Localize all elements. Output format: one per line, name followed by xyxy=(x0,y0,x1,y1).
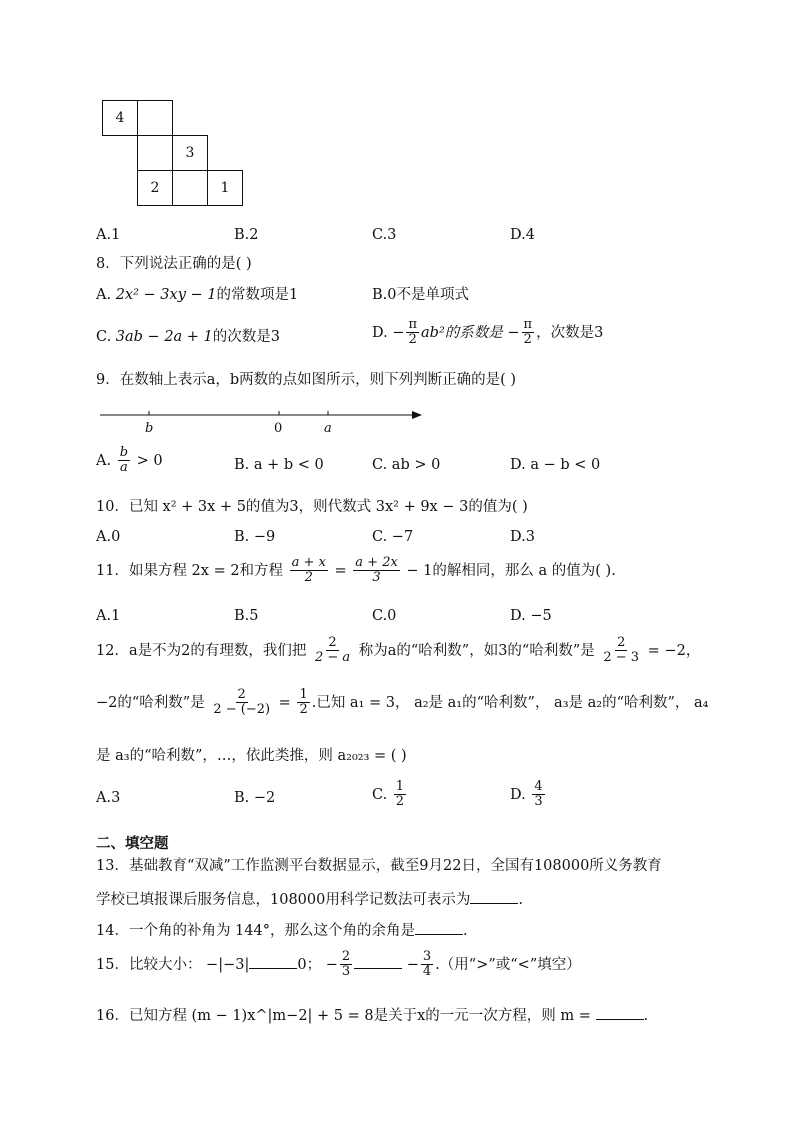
stem-text: . xyxy=(462,923,468,939)
q10-option-c: C. −7 xyxy=(372,529,414,545)
option-text: ，次数是3 xyxy=(536,324,604,341)
net-cell-blank xyxy=(137,100,173,136)
q8-option-a xyxy=(96,287,298,304)
frac-den: 2 − a xyxy=(314,650,351,666)
answer-blank[interactable] xyxy=(249,954,297,969)
q9-option-a xyxy=(96,446,163,476)
q8-option-c xyxy=(96,329,280,346)
q10-option-d: D.3 xyxy=(510,529,535,545)
option-text: > 0 xyxy=(132,452,163,469)
frac-den: 2 xyxy=(299,702,308,718)
frac-num: 3 xyxy=(422,949,432,964)
net-label: 1 xyxy=(220,180,230,196)
answer-blank[interactable] xyxy=(415,920,463,935)
frac-num: 2 xyxy=(328,635,337,650)
section-heading: 二、填空题 xyxy=(96,836,169,852)
math-expr: 2x² − 3xy − 1 xyxy=(115,287,217,303)
frac-num: b xyxy=(119,445,129,460)
q7-option-a: A.1 xyxy=(96,227,121,243)
axis-label-zero: 0 xyxy=(274,421,283,436)
frac-den: 2 xyxy=(395,794,405,810)
stem-text: . xyxy=(518,892,523,908)
cube-net-figure xyxy=(102,100,252,212)
axis-label-a: a xyxy=(324,421,332,436)
frac-num: 4 xyxy=(534,779,543,794)
option-text: 的常数项是1 xyxy=(216,287,299,303)
stem-text: . xyxy=(643,1008,649,1024)
option-text: ab²的系数是 − xyxy=(421,324,520,341)
q9-option-b: B. a + b < 0 xyxy=(234,457,324,473)
frac-den: 2 xyxy=(408,332,417,348)
frac-den: 2 − 3 xyxy=(603,650,640,666)
fraction xyxy=(532,780,544,810)
fraction xyxy=(421,950,433,980)
fraction xyxy=(522,318,535,348)
q12-option-a: A.3 xyxy=(96,790,121,806)
net-cell-1 xyxy=(207,170,243,206)
fraction xyxy=(394,780,406,810)
stem-text: −2的“哈利数”是 xyxy=(96,694,210,711)
q11-option-b: B.5 xyxy=(234,608,259,624)
q12-line-1 xyxy=(96,636,700,666)
q8-option-d xyxy=(372,318,603,348)
fraction xyxy=(290,556,328,586)
option-letter: A. xyxy=(96,452,116,469)
answer-blank[interactable] xyxy=(596,1005,644,1020)
q9-option-d: D. a − b < 0 xyxy=(510,457,601,473)
q11-stem xyxy=(96,556,616,586)
q12-option-d xyxy=(510,780,547,810)
q15-stem xyxy=(96,950,581,980)
stem-text: − 1的解相同，那么 a 的值为( ). xyxy=(401,562,616,579)
q11-option-d: D. −5 xyxy=(510,608,552,624)
stem-text: 11．如果方程 2x = 2和方程 xyxy=(96,562,288,579)
stem-text: = xyxy=(329,562,352,579)
frac-den: 3 xyxy=(341,964,351,980)
frac-den: 4 xyxy=(422,964,432,980)
stem-text: = xyxy=(274,694,296,711)
frac-num: 1 xyxy=(395,779,405,794)
stem-text: 0； − xyxy=(297,956,338,973)
answer-blank[interactable] xyxy=(354,954,402,969)
stem-text: 15．比较大小： −|−3| xyxy=(96,956,250,973)
fraction xyxy=(340,950,352,980)
stem-text: 学校已填报课后服务信息，108000用科学记数法可表示为 xyxy=(96,892,471,908)
net-label: 3 xyxy=(185,145,195,161)
q13-line-1: 13．基础教育“双减”工作监测平台数据显示，截至9月22日，全国有108000所义务教育 xyxy=(96,858,662,874)
frac-den: a xyxy=(119,460,128,476)
stem-text: .（用“>”或“<”填空） xyxy=(435,956,581,973)
q11-option-a: A.1 xyxy=(96,608,121,624)
stem-text: .已知 a₁ = 3， a₂是 a₁的“哈利数”， a₃是 a₂的“哈利数”， a₄ xyxy=(311,694,709,711)
frac-den: 3 xyxy=(372,570,381,586)
stem-text: = −2， xyxy=(643,642,701,659)
q9-stem: 9．在数轴上表示a，b两数的点如图所示，则下列判断正确的是( ) xyxy=(96,372,517,388)
frac-den: 2 xyxy=(304,570,313,586)
q12-line-3: 是 a₃的“哈利数”，…，依此类推，则 a₂₀₂₃ = ( ) xyxy=(96,748,407,764)
net-cell-blank xyxy=(137,135,173,171)
frac-num: a + x xyxy=(291,555,326,570)
stem-text: 14．一个角的补角为 144°，那么这个角的余角是 xyxy=(96,923,415,939)
axis-label-b: b xyxy=(145,421,154,436)
option-text: 的次数是3 xyxy=(212,329,281,345)
math-expr: 3ab − 2a + 1 xyxy=(115,329,213,345)
arrow-icon xyxy=(412,411,422,419)
q9-option-c: C. ab > 0 xyxy=(372,457,441,473)
q7-option-c: C.3 xyxy=(372,227,397,243)
q12-line-2 xyxy=(96,688,708,718)
q7-option-d: D.4 xyxy=(510,227,535,243)
option-letter: C. xyxy=(372,786,392,803)
net-cell-2 xyxy=(137,170,173,206)
stem-text: 16．已知方程 (m − 1)x^|m−2| + 5 = 8是关于x的一元一次方程，则 m = xyxy=(96,1008,596,1024)
fraction xyxy=(313,636,352,666)
stem-text: 12．a是不为2的有理数，我们把 xyxy=(96,642,311,659)
frac-num: π xyxy=(408,317,418,332)
q10-stem: 10．已知 x² + 3x + 5的值为3，则代数式 3x² + 9x − 3的值为( ) xyxy=(96,499,528,515)
net-cell-4 xyxy=(102,100,138,136)
q8-option-b: B.0不是单项式 xyxy=(372,287,469,303)
frac-den: 3 xyxy=(534,794,543,810)
q10-option-a: A.0 xyxy=(96,529,121,545)
fraction xyxy=(211,688,272,718)
number-line-figure xyxy=(96,402,426,436)
fraction xyxy=(297,688,309,718)
q12-option-c xyxy=(372,780,408,810)
q7-option-b: B.2 xyxy=(234,227,259,243)
frac-num: π xyxy=(523,317,533,332)
frac-num: 2 xyxy=(341,949,351,964)
q11-option-c: C.0 xyxy=(372,608,397,624)
option-letter: C. xyxy=(96,329,116,345)
option-letter: D. − xyxy=(372,324,405,341)
net-cell-blank xyxy=(172,170,208,206)
q12-option-b: B. −2 xyxy=(234,790,276,806)
frac-den: 2 xyxy=(523,332,532,348)
net-label: 2 xyxy=(150,180,160,196)
fraction xyxy=(353,556,400,586)
q14-stem xyxy=(96,920,468,940)
option-letter: D. xyxy=(510,786,531,803)
frac-num: a + 2x xyxy=(355,555,398,570)
frac-den: 2 − (−2) xyxy=(213,702,271,718)
q10-option-b: B. −9 xyxy=(234,529,276,545)
answer-blank[interactable] xyxy=(470,889,518,904)
q16-stem xyxy=(96,1005,648,1025)
stem-text: − xyxy=(402,956,419,973)
option-letter: A. xyxy=(96,287,116,303)
q8-stem: 8．下列说法正确的是( ) xyxy=(96,256,252,272)
q13-line-2 xyxy=(96,889,523,909)
frac-num: 2 xyxy=(617,635,626,650)
stem-text: 称为a的“哈利数”，如3的“哈利数”是 xyxy=(354,642,600,659)
fraction xyxy=(601,636,641,666)
frac-num: 2 xyxy=(237,687,246,702)
net-label: 4 xyxy=(115,110,125,126)
fraction xyxy=(118,446,130,476)
fraction xyxy=(406,318,419,348)
frac-num: 1 xyxy=(299,687,308,702)
net-cell-3 xyxy=(172,135,208,171)
